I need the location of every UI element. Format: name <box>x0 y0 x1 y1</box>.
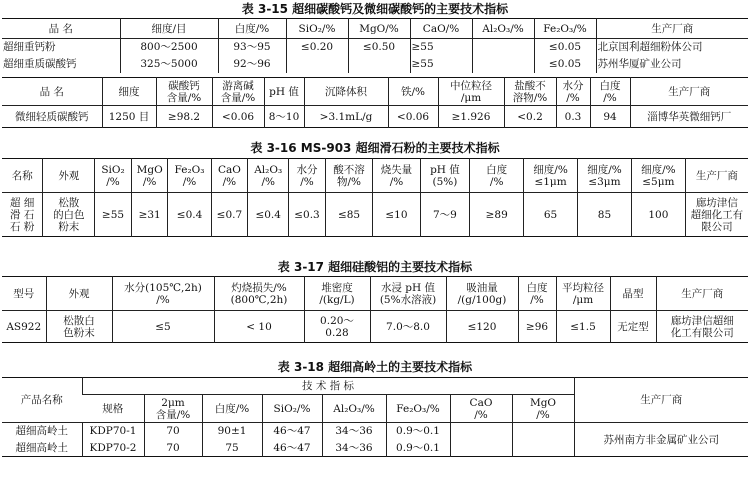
col-fineness-5um: 细度/% ≤5μm <box>631 159 685 193</box>
table-3-15-part1 <box>2 18 748 73</box>
cell <box>450 423 512 440</box>
col-median-size: 中位粒径 /μm <box>438 78 504 106</box>
col-ph: 水浸 pH 值 (5%水溶液) <box>370 277 446 311</box>
cell: 7～9 <box>420 193 470 237</box>
table-3-18 <box>2 377 748 457</box>
col-appearance: 外观 <box>46 277 112 311</box>
col-mgo: MgO /% <box>131 159 168 193</box>
cell: 超细高岭土 <box>15 441 68 454</box>
cell: 超细重质碳酸钙 <box>3 58 77 70</box>
cell: ≤1.5 <box>556 311 610 343</box>
cell: ≥55 <box>410 39 472 56</box>
table-row <box>2 106 748 128</box>
table-3-17-caption: 表 3-17 超细硅酸铝的主要技术指标 <box>277 260 473 274</box>
cell: 超细高岭土 <box>15 425 68 438</box>
col-moisture: 水分(105℃,2h) /% <box>112 277 214 311</box>
col-fe2o3: Fe₂O₃/% <box>386 395 450 423</box>
col-name: 品 名 <box>39 85 64 98</box>
cell: 松散 的白色 粉末 <box>43 193 95 237</box>
col-whiteness: 白度 /% <box>470 159 524 193</box>
table-3-15-caption: 表 3-15 超细碳酸钙及微细碳酸钙的主要技术指标 <box>241 2 509 16</box>
cell <box>512 440 574 457</box>
col-cao: CaO /% <box>450 395 512 423</box>
cell: ≤85 <box>325 193 372 237</box>
cell: <0.06 <box>212 106 264 128</box>
cell: 46～47 <box>262 423 322 440</box>
col-sio2: SiO₂/% <box>286 19 348 39</box>
table-3-15-header-2 <box>2 78 748 106</box>
cell: 70 <box>144 423 202 440</box>
cell: 94 <box>590 106 630 128</box>
col-maker: 生产厂商 <box>656 277 748 311</box>
cell: 75 <box>202 440 262 457</box>
cell: KDP70-1 <box>82 423 144 440</box>
table-row <box>2 39 748 56</box>
cell-maker: 苏州南方非金属矿业公司 <box>574 423 748 457</box>
cell: 34～36 <box>322 440 386 457</box>
cell: ≤10 <box>373 193 420 237</box>
col-model: 型号 <box>13 287 35 300</box>
cell: KDP70-2 <box>82 440 144 457</box>
cell: ≤0.4 <box>168 193 211 237</box>
col-fineness-3um: 细度/% ≤3μm <box>578 159 632 193</box>
cell: ≤0.4 <box>248 193 289 237</box>
cell: 超 细 滑 石 石 粉 <box>10 196 35 233</box>
col-bulk-density: 堆密度 /(kg/L) <box>304 277 370 311</box>
col-moisture: 水分 /% <box>289 159 326 193</box>
cell: ≤0.50 <box>348 39 410 56</box>
col-ph: pH 值 <box>264 78 304 106</box>
col-whiteness: 白度 /% <box>518 277 556 311</box>
col-maker: 生产厂商 <box>630 78 748 106</box>
cell: 0.20～ 0.28 <box>304 311 370 343</box>
col-al2o3: Al₂O₃/% <box>472 19 534 39</box>
col-moisture: 水分 /% <box>556 78 590 106</box>
col-loss-on-ignition: 烧失量 /% <box>373 159 420 193</box>
col-group-tech-specs: 技 术 指 标 <box>82 378 574 395</box>
cell <box>286 56 348 73</box>
table-3-16-header <box>2 159 748 193</box>
table-3-17-header <box>2 277 748 311</box>
cell: 0.9～0.1 <box>386 423 450 440</box>
cell: 100 <box>631 193 685 237</box>
col-mean-size: 平均粒径 /μm <box>556 277 610 311</box>
cell: < 10 <box>214 311 304 343</box>
cell: 无定型 <box>610 311 656 343</box>
col-mgo: MgO /% <box>512 395 574 423</box>
col-ph: pH 值 (5%) <box>420 159 470 193</box>
col-whiteness: 白度/% <box>202 395 262 423</box>
col-fe2o3: Fe₂O₃ /% <box>168 159 211 193</box>
col-appearance: 外观 <box>43 159 95 193</box>
table-3-17 <box>2 276 748 343</box>
cell: 92～96 <box>218 56 286 73</box>
cell: ≥55 <box>95 193 132 237</box>
table-3-18-caption: 表 3-18 超细高岭土的主要技术指标 <box>277 360 473 374</box>
col-2um-content: 2μm 含量/% <box>144 395 202 423</box>
cell: 70 <box>144 440 202 457</box>
cell: >3.1mL/g <box>304 106 388 128</box>
cell: 90±1 <box>202 423 262 440</box>
col-acid-insoluble: 酸不溶 物/% <box>325 159 372 193</box>
cell: 1250 目 <box>102 106 156 128</box>
col-cao: CaO/% <box>410 19 472 39</box>
cell: 微细轻质碳酸钙 <box>15 110 89 123</box>
cell: ≤0.7 <box>211 193 248 237</box>
cell: <0.06 <box>388 106 438 128</box>
col-mgo: MgO/% <box>348 19 410 39</box>
table-3-18-group-header <box>2 378 748 395</box>
col-ignition-loss: 灼烧损失/% (800℃,2h) <box>214 277 304 311</box>
cell: ≤120 <box>446 311 518 343</box>
col-name: 名称 <box>11 169 33 182</box>
col-settling-volume: 沉降体积 <box>304 78 388 106</box>
cell: 65 <box>524 193 578 237</box>
col-al2o3: Al₂O₃/% <box>322 395 386 423</box>
cell: 0.9～0.1 <box>386 440 450 457</box>
cell: ≥96 <box>518 311 556 343</box>
cell: ≥31 <box>131 193 168 237</box>
cell <box>348 56 410 73</box>
cell: 7.0～8.0 <box>370 311 446 343</box>
table-3-16-caption: 表 3-16 MS-903 超细滑石粉的主要技术指标 <box>250 141 500 155</box>
cell: ≥1.926 <box>438 106 504 128</box>
cell <box>450 440 512 457</box>
cell: 34～36 <box>322 423 386 440</box>
cell: ≤0.3 <box>289 193 326 237</box>
cell: ≥55 <box>410 56 472 73</box>
cell: ≥89 <box>470 193 524 237</box>
col-sio2: SiO₂ /% <box>95 159 132 193</box>
table-3-15-part2 <box>2 77 748 128</box>
col-whiteness: 白度/% <box>218 19 286 39</box>
cell: 北京国利超细粉体公司 <box>596 39 748 56</box>
col-hcl-insoluble: 盐酸不 溶物/% <box>504 78 556 106</box>
col-oil-absorption: 吸油量 /(g/100g) <box>446 277 518 311</box>
cell <box>472 39 534 56</box>
table-row <box>2 311 748 343</box>
cell: 松散白 色粉末 <box>46 311 112 343</box>
cell: 325～5000 <box>120 56 218 73</box>
cell: 廊坊津信超细 化工有限公司 <box>656 311 748 343</box>
cell: 淄博华英微细钙厂 <box>630 106 748 128</box>
col-caco3: 碳酸钙 含量/% <box>156 78 212 106</box>
cell: 超细重钙粉 <box>3 41 56 54</box>
col-maker: 生产厂商 <box>685 159 748 193</box>
col-crystal-form: 晶型 <box>610 277 656 311</box>
table-row <box>2 56 748 73</box>
cell: ≥98.2 <box>156 106 212 128</box>
cell <box>472 56 534 73</box>
table-row <box>2 193 748 237</box>
col-al2o3: Al₂O₃ /% <box>248 159 289 193</box>
cell: 85 <box>578 193 632 237</box>
cell <box>512 423 574 440</box>
col-cao: CaO /% <box>211 159 248 193</box>
col-sio2: SiO₂/% <box>262 395 322 423</box>
cell: ≤5 <box>112 311 214 343</box>
cell: 93～95 <box>218 39 286 56</box>
col-maker: 生产厂商 <box>596 19 748 39</box>
cell: ≤0.20 <box>286 39 348 56</box>
col-iron: 铁/% <box>388 78 438 106</box>
table-3-15-header <box>2 19 748 39</box>
table-3-16 <box>2 158 748 237</box>
cell: 800～2500 <box>120 39 218 56</box>
cell: 46～47 <box>262 440 322 457</box>
col-whiteness: 白度 /% <box>590 78 630 106</box>
cell: ≤0.05 <box>534 39 596 56</box>
cell: AS922 <box>6 320 42 333</box>
col-name: 品 名 <box>48 22 73 35</box>
cell: ≤0.05 <box>534 56 596 73</box>
cell: 廊坊津信 超细化工有 限公司 <box>685 193 748 237</box>
table-row <box>2 423 748 440</box>
col-free-alkali: 游离碱 含量/% <box>212 78 264 106</box>
col-product-name: 产品名称 <box>2 378 82 423</box>
cell: <0.2 <box>504 106 556 128</box>
col-fineness-1um: 细度/% ≤1μm <box>524 159 578 193</box>
cell: 苏州华厦矿业公司 <box>596 56 748 73</box>
col-fineness: 细度 <box>102 78 156 106</box>
col-spec: 规格 <box>102 402 124 415</box>
col-mesh: 细度/目 <box>120 19 218 39</box>
col-fe2o3: Fe₂O₃/% <box>534 19 596 39</box>
cell: 0.3 <box>556 106 590 128</box>
cell: 8～10 <box>264 106 304 128</box>
col-maker: 生产厂商 <box>574 378 748 423</box>
